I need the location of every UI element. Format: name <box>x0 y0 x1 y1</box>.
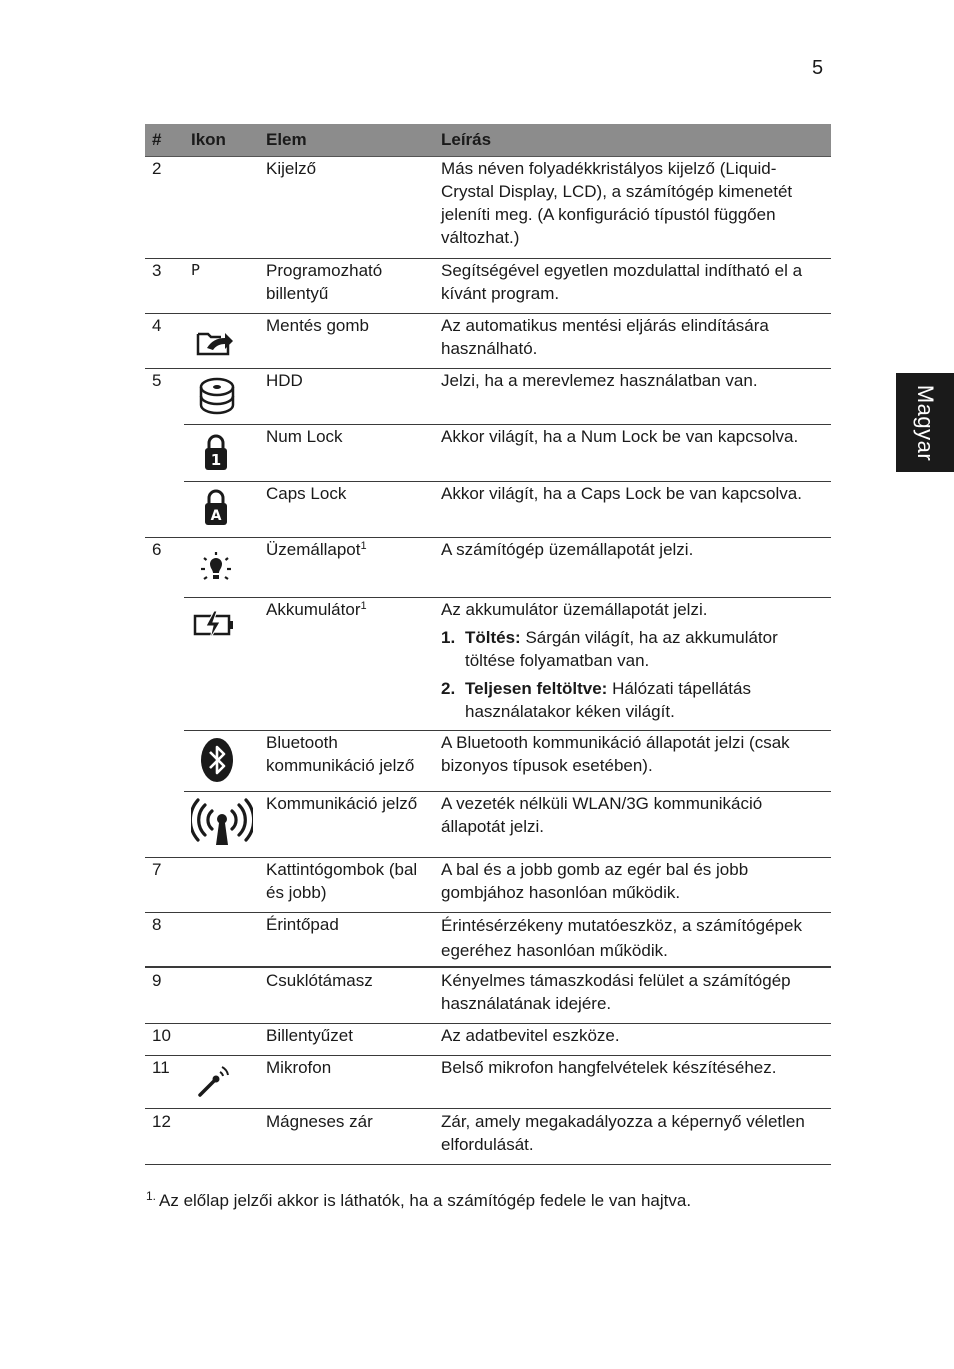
row-element: Caps Lock <box>266 484 347 503</box>
list-item: 2. Teljesen feltöltve: Hálózati tápellátás használatakor kéken világít. <box>441 679 751 721</box>
svg-text:1: 1 <box>210 451 222 469</box>
row-element: Csuklótámasz <box>266 971 373 990</box>
header-ikon: Ikon <box>191 130 226 149</box>
table-row <box>145 1110 831 1164</box>
row-element: Billentyűzet <box>266 1026 353 1045</box>
row-number: 7 <box>152 860 162 879</box>
header-num: # <box>152 130 162 149</box>
header-elem: Elem <box>266 130 307 149</box>
language-side-tab: Magyar <box>896 373 954 472</box>
row-description: Segítségével egyetlen mozdulattal indítható el a kívánt program. <box>441 261 803 303</box>
table-row <box>145 1024 831 1055</box>
table-row <box>145 482 831 537</box>
row-element: Kattintógombok (bal és jobb) <box>266 860 418 902</box>
row-element: Mágneses zár <box>266 1112 373 1131</box>
table-row <box>145 259 831 313</box>
table-row <box>145 913 831 967</box>
table-row <box>145 598 831 730</box>
table-row <box>145 858 831 912</box>
row-number: 12 <box>152 1112 171 1131</box>
row-element: Érintőpad <box>266 915 339 934</box>
row-element: Kijelző <box>266 159 317 178</box>
row-element: Kommunikáció jelző <box>266 794 418 813</box>
row-description: Akkor világít, ha a Num Lock be van kapcsolva. <box>441 427 799 446</box>
footnote-text: Az előlap jelzői akkor is láthatók, ha a számítógép fedele le van hajtva. <box>159 1191 692 1210</box>
wireless-icon <box>191 797 253 847</box>
row-number: 11 <box>152 1058 170 1077</box>
row-number: 4 <box>152 316 162 335</box>
hdd-icon <box>197 375 237 417</box>
battery-status-list <box>441 626 826 723</box>
row-description: Az akkumulátor üzemállapotát jelzi. 1. Töltés: Sárgán világít, ha az akkumulátor töltése folyamatban van. 2. Teljesen feltöltve: Hálózati tápellátás használatakor kéken világít. <box>441 598 826 723</box>
row-element: Mentés gomb <box>266 316 369 335</box>
row-element: Programozható billentyű <box>266 261 383 303</box>
row-divider <box>145 1108 831 1109</box>
row-description: Belső mikrofon hangfelvételek készítéséhez. <box>441 1058 777 1077</box>
row-number: 8 <box>152 915 162 934</box>
row-element: Akkumulátor$^1$ <box>266 600 367 619</box>
table-row <box>145 369 831 424</box>
table-row <box>145 969 831 1023</box>
footnote-mark: 1. <box>146 1189 157 1203</box>
table-row <box>145 538 831 597</box>
row-number: 9 <box>152 971 162 990</box>
row-number: 2 <box>152 159 162 178</box>
svg-text:A: A <box>210 508 222 524</box>
row-element: Üzemállapot$^1$ <box>266 540 367 559</box>
bluetooth-icon <box>199 736 235 784</box>
row-number: 5 <box>152 371 162 390</box>
row-description: Az adatbevitel eszköze. <box>441 1026 620 1045</box>
caps-lock-icon <box>200 488 232 528</box>
row-description: Más néven folyadékkristályos kijelző (Liquid-Crystal Display, LCD), a számítógép kimenetét jeleníti meg. (A konfiguráció típustól függően változhat.) <box>441 159 793 247</box>
row-description: Akkor világít, ha a Caps Lock be van kapcsolva. <box>441 484 802 503</box>
row-element: HDD <box>266 371 303 390</box>
table-row <box>145 1056 831 1108</box>
table-row <box>145 731 831 791</box>
row-element: Mikrofon <box>266 1058 332 1077</box>
power-indicator-icon <box>197 549 235 587</box>
table-row <box>145 425 831 481</box>
backup-icon <box>193 324 239 360</box>
row-number: 6 <box>152 540 162 559</box>
row-description: A bal és a jobb gomb az egér bal és jobb gombjához hasonlóan működik. <box>441 860 749 902</box>
row-description: Jelzi, ha a merevlemez használatban van. <box>441 371 758 390</box>
microphone-icon <box>195 1062 233 1100</box>
row-description: Érintésérzékeny mutatóeszköz, a számítógépek egeréhez hasonlóan működik. <box>441 916 802 960</box>
num-lock-icon <box>200 433 232 473</box>
table-row <box>145 157 831 258</box>
row-number: 10 <box>152 1026 171 1045</box>
header-desc: Leírás <box>441 130 492 149</box>
row-description: Kényelmes támaszkodási felület a számítógép használatának idejére. <box>441 971 791 1013</box>
table-header <box>145 124 831 157</box>
row-divider <box>145 966 831 968</box>
row-number: 3 <box>152 261 162 280</box>
battery-icon <box>191 608 237 642</box>
table-bottom-rule <box>145 1164 831 1165</box>
table-row <box>145 792 831 857</box>
list-item: 1. Töltés: Sárgán világít, ha az akkumulátor töltése folyamatban van. <box>441 628 778 670</box>
row-description: A Bluetooth kommunikáció állapotát jelzi (csak bizonyos típusok esetében). <box>441 733 790 775</box>
p-key-icon: P <box>191 261 201 279</box>
row-description: A vezeték nélküli WLAN/3G kommunikáció állapotát jelzi. <box>441 794 763 836</box>
row-element: Bluetooth kommunikáció jelző <box>266 733 415 775</box>
row-description: Zár, amely megakadályozza a képernyő véletlen elfordulását. <box>441 1112 805 1154</box>
row-element: Num Lock <box>266 427 343 446</box>
footnote <box>146 1189 691 1211</box>
page-number: 5 <box>812 57 824 79</box>
row-description: A számítógép üzemállapotát jelzi. <box>441 540 694 559</box>
table-row <box>145 314 831 368</box>
row-description: Az automatikus mentési eljárás elindítására használható. <box>441 316 769 358</box>
